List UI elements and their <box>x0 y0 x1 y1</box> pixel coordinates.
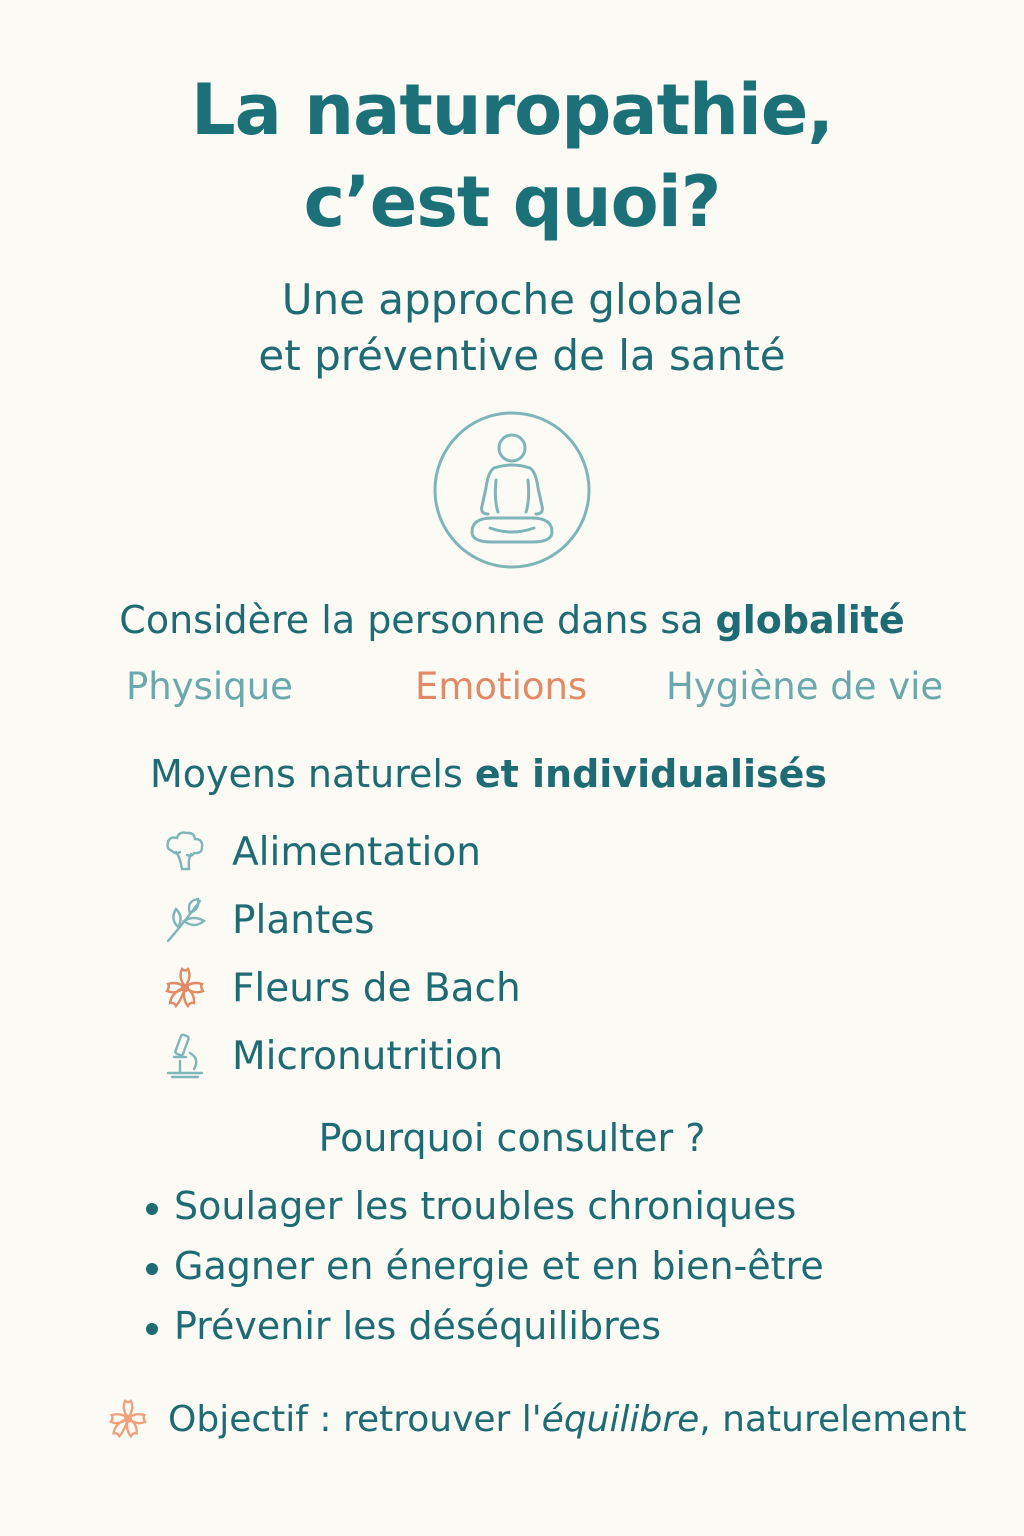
list-item <box>146 1184 796 1228</box>
why-heading: Pourquoi consulter ? <box>318 1116 706 1160</box>
objective-prefix: Objectif : retrouver l' <box>168 1398 542 1440</box>
dimension-physique: Physique <box>126 665 293 708</box>
list-item <box>160 958 521 1018</box>
page-title <box>0 64 1024 248</box>
subtitle-line-2: et préventive de la santé <box>258 331 786 380</box>
means-prefix: Moyens naturels <box>150 752 475 796</box>
subtitle-line-1: Une approche globale <box>281 275 743 324</box>
leaf-sprig-icon <box>160 895 210 945</box>
globality-emphasis: globalité <box>715 598 905 642</box>
title-line-1: La naturopathie, <box>191 69 833 151</box>
means-emphasis: et individualisés <box>474 752 828 796</box>
dimension-hygiene: Hygiène de vie <box>666 665 944 708</box>
bullet-text: Gagner en énergie et en bien-être <box>174 1244 824 1288</box>
bullet-dot <box>146 1263 158 1275</box>
subtitle <box>0 272 1024 384</box>
globality-statement <box>0 598 1024 642</box>
item-label: Micronutrition <box>232 1033 504 1079</box>
list-item <box>146 1304 661 1348</box>
means-heading <box>150 752 827 796</box>
broccoli-icon <box>160 827 210 877</box>
flower-icon <box>104 1395 152 1443</box>
item-label: Fleurs de Bach <box>232 965 521 1011</box>
bullet-text: Soulager les troubles chroniques <box>174 1184 797 1228</box>
meditation-person-icon <box>432 410 592 570</box>
bullet-text: Prévenir les déséquilibres <box>174 1304 662 1348</box>
bullet-dot <box>146 1323 158 1335</box>
title-line-2: c’est quoi? <box>303 161 721 243</box>
list-item <box>160 1026 503 1086</box>
bullet-dot <box>146 1203 158 1215</box>
microscope-icon <box>160 1031 210 1081</box>
list-item <box>160 822 481 882</box>
objective-emphasis: équilibre <box>541 1398 700 1440</box>
flower-icon <box>160 963 210 1013</box>
item-label: Alimentation <box>232 829 481 875</box>
globality-prefix: Considère la personne dans sa <box>119 598 716 642</box>
item-label: Plantes <box>232 897 375 943</box>
list-item <box>146 1244 824 1288</box>
list-item <box>160 890 375 950</box>
objective-statement <box>104 1392 966 1446</box>
dimension-emotions: Emotions <box>415 665 588 708</box>
objective-suffix: , naturelement <box>699 1398 967 1440</box>
objective-text <box>168 1399 966 1440</box>
